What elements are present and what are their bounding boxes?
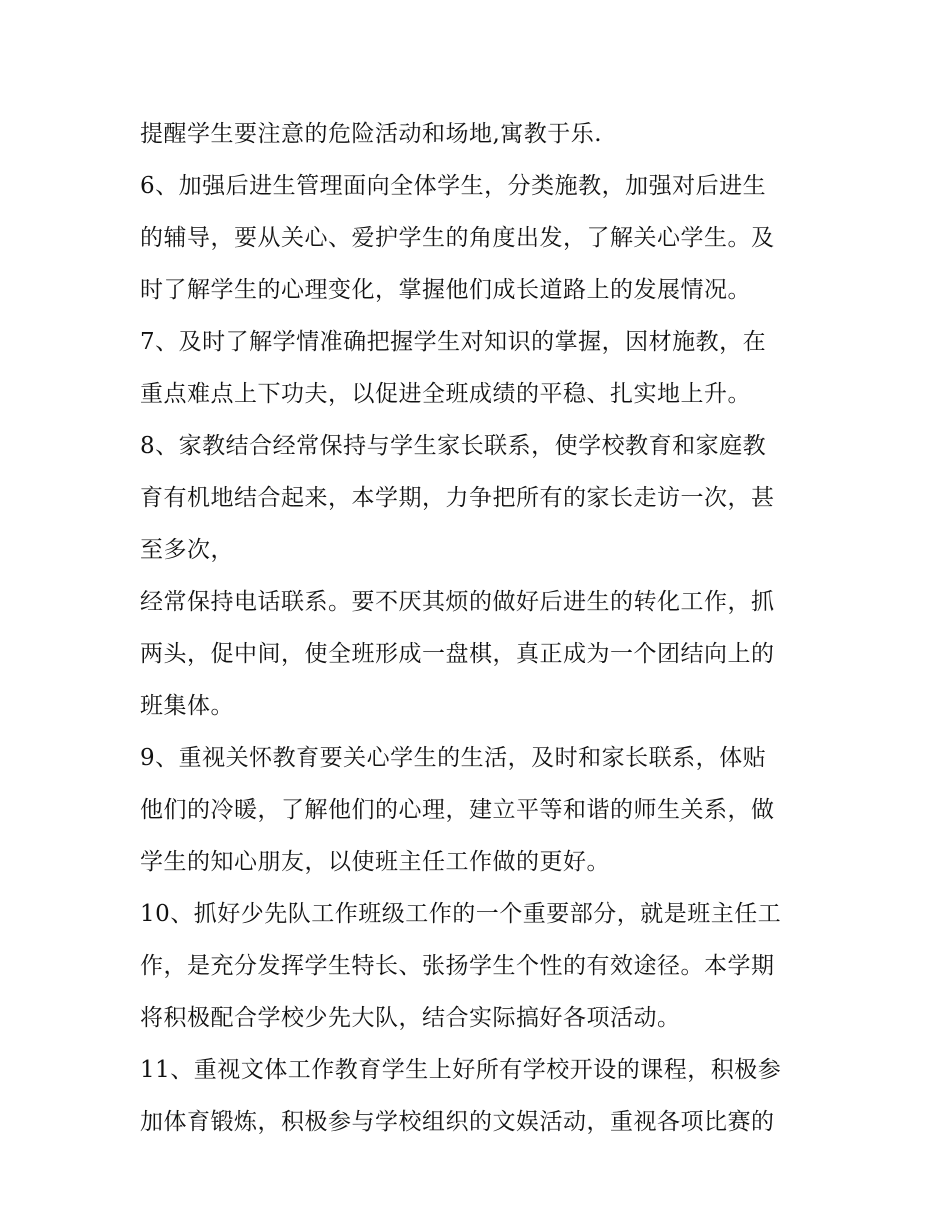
text-line: 9、重视关怀教育要关心学生的生活，及时和家长联系，体贴 (140, 745, 767, 771)
document-body (140, 108, 820, 1148)
text-line: 他们的冷暖，了解他们的心理，建立平等和谐的师生关系，做 (140, 797, 775, 823)
text-line: 时了解学生的心理变化，掌握他们成长道路上的发展情况。 (140, 277, 751, 303)
text-line: 8、家教结合经常保持与学生家长联系，使学校教育和家庭教 (140, 433, 767, 459)
text-line: 提醒学生要注意的危险活动和场地,寓教于乐. (140, 121, 603, 147)
text-line: 7、及时了解学情准确把握学生对知识的掌握，因材施教，在 (140, 329, 767, 355)
text-line: 的辅导，要从关心、爱护学生的角度出发，了解关心学生。及 (140, 225, 775, 251)
text-line: 6、加强后进生管理面向全体学生，分类施教，加强对后进生 (140, 173, 767, 199)
text-line: 重点难点上下功夫，以促进全班成绩的平稳、扎实地上升。 (140, 381, 751, 407)
text-line: 10、抓好少先队工作班级工作的一个重要部分，就是班主任工 (140, 901, 782, 927)
text-line: 班集体。 (140, 693, 234, 719)
text-line: 至多次， (140, 537, 234, 563)
text-line: 加体育锻炼，积极参与学校组织的文娱活动，重视各项比赛的 (140, 1109, 775, 1135)
text-line: 作，是充分发挥学生特长、张扬学生个性的有效途径。本学期 (140, 953, 775, 979)
text-line: 学生的知心朋友，以使班主任工作做的更好。 (140, 849, 610, 875)
text-line: 将积极配合学校少先大队，结合实际搞好各项活动。 (140, 1005, 681, 1031)
text-line: 两头，促中间，使全班形成一盘棋，真正成为一个团结向上的 (140, 641, 775, 667)
text-line: 11、重视文体工作教育学生上好所有学校开设的课程，积极参 (140, 1057, 782, 1083)
text-line: 育有机地结合起来，本学期，力争把所有的家长走访一次，甚 (140, 485, 775, 511)
text-line: 经常保持电话联系。要不厌其烦的做好后进生的转化工作，抓 (140, 589, 775, 615)
